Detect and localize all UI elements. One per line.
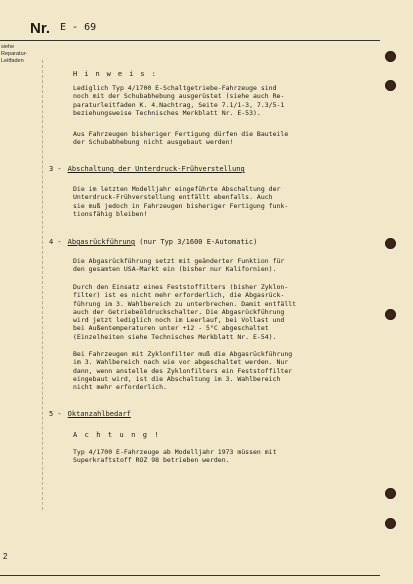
hinweis-paragraph-1 (73, 84, 373, 117)
section-number: 4 - (49, 238, 62, 246)
text-line: im 3. Wahlbereich nach wie vor abgeschaltet werden. Nur (73, 358, 289, 367)
footer-rule (0, 575, 380, 576)
text-line: paraturleitfaden K. 4.Nachtrag, Seite 7.1/1-3, 7.3/5-1 (73, 100, 285, 109)
margin-note-line: Leitfaden (1, 58, 24, 64)
margin-note (1, 44, 41, 65)
text-line: tionsfähig bleiben! (73, 209, 148, 218)
text-line: filter) ist es nicht mehr erforderlich, die Abgasrück- (73, 291, 285, 300)
binder-hole (385, 309, 396, 320)
margin-line (42, 60, 43, 510)
text-line: dann, wenn anstelle des Zyklonfilters ein Feststoffilter (73, 366, 293, 375)
text-line: noch mit der Schubabhebung ausgerüstet (siehe auch Re- (73, 92, 285, 101)
page-number: 2 (3, 552, 8, 561)
section-3-heading (49, 165, 245, 173)
hinweis-heading: H i n w e i s : (73, 70, 158, 78)
text-line: auch der Getriebeöldruckschalter. Die Abgasrückführung (73, 307, 285, 316)
header-rule (0, 40, 380, 41)
text-line: bei Außentemperaturen unter +12 - 5°C abgeschaltet (73, 324, 269, 333)
text-line: (Einzelheiten siehe Technisches Merkblatt Nr. E-54). (73, 332, 277, 341)
binder-hole (385, 238, 396, 249)
achtung-heading: A c h t u n g ! (73, 431, 161, 439)
section-4-paragraph-3 (73, 350, 373, 391)
section-number: 5 - (49, 410, 62, 418)
section-number: 3 - (49, 165, 62, 173)
binder-hole (385, 518, 396, 529)
binder-hole (385, 80, 396, 91)
section-title: Oktanzahlbedarf (67, 410, 131, 418)
document-number-value: E - 69 (60, 22, 97, 33)
section-5-body (73, 448, 373, 465)
margin-note-line: siehe (1, 44, 15, 50)
hinweis-paragraph-2 (73, 130, 373, 147)
section-title-suffix: (nur Typ 3/1600 E-Automatic) (135, 238, 258, 246)
binder-hole (385, 488, 396, 499)
text-line: nicht mehr erforderlich. (73, 383, 167, 392)
binder-hole (385, 51, 396, 62)
text-line: Bei Fahrzeugen mit Zyklonfilter muß die Abgasrückführung (73, 350, 293, 358)
text-line: beziehungsweise Technisches Merkblatt Nr. E-53). (73, 108, 261, 117)
section-title: Abgasrückführung (67, 238, 136, 246)
text-line: Typ 4/1700 E-Fahrzeuge ab Modelljahr 1973 müssen mit (73, 448, 277, 456)
section-title: Abschaltung der Unterdruck-Frühverstellung (67, 165, 245, 173)
section-5-heading (49, 410, 131, 418)
text-line: eingebaut wird, ist die Abschaltung im 3. Wahlbereich (73, 374, 281, 383)
text-line: Lediglich Typ 4/1700 E-Schaltgetriebe-Fahrzeuge sind (73, 84, 277, 92)
document-number-label: Nr. (30, 20, 51, 37)
section-3-body (73, 185, 373, 218)
text-line: sie muß jedoch in Fahrzeugen bisheriger Fertigung funk- (73, 201, 289, 210)
text-line: den gesamten USA-Markt ein (bisher nur Kalifornien). (73, 265, 277, 274)
section-4-paragraph-2 (73, 283, 373, 341)
margin-note-line: Reparatur- (1, 51, 28, 57)
text-line: Unterdruck-Frühverstellung entfällt ebenfalls. Auch (73, 193, 273, 202)
text-line: Superkraftstoff ROZ 98 betrieben werden. (73, 456, 230, 465)
text-line: führung im 3. Wahlbereich zu unterbrechen. Damit entfällt (73, 299, 297, 308)
text-line: Die im letzten Modelljahr eingeführte Abschaltung der (73, 185, 281, 193)
text-line: der Schubabhebung nicht ausgebaut werden! (73, 138, 234, 147)
section-4-heading (49, 238, 257, 246)
text-line: Aus Fahrzeugen bisheriger Fertigung dürfen die Bauteile (73, 130, 289, 138)
section-4-paragraph-1 (73, 257, 373, 274)
text-line: wird jetzt lediglich noch im Leerlauf, bei Vollast und (73, 316, 285, 325)
text-line: Durch den Einsatz eines Feststoffilters (bisher Zyklon- (73, 283, 289, 291)
text-line: Die Abgasrückführung setzt mit geänderter Funktion für (73, 257, 285, 265)
